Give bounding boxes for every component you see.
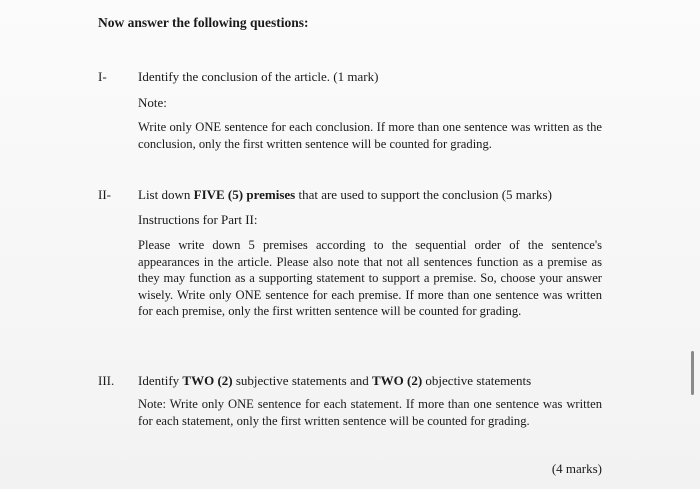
question-2-prompt (138, 187, 552, 203)
question-3-marks: (4 marks) (551, 461, 602, 476)
question-3-prompt-bold-2: TWO (2) (371, 373, 423, 388)
question-3-prompt-mid: subjective statements and (232, 373, 372, 388)
question-3-prompt-pre: Identify (138, 373, 183, 388)
question-2-instructions-label: Instructions for Part II: (138, 212, 258, 227)
question-2-number: II- (98, 187, 111, 202)
question-2-prompt-post: that are used to support the conclusion (5 marks) (295, 187, 552, 202)
scrollbar-thumb[interactable] (691, 351, 694, 395)
question-3-prompt-post: objective statements (422, 373, 532, 388)
question-3-note-text: Note: Write only ONE sentence for each statement. If more than one sentence was written for each statement, only the first written sentence will be counted for grading. (138, 397, 602, 428)
question-1-note-label: Note: (138, 95, 167, 110)
question-2-instructions-text: Please write down 5 premises according to the sequential order of the sentence's appearances in the article. Please also note that not all sentences function as a premise as they may function as a supporting statement to support a premise. So, choose your answer wisely. Write only ONE sentence for each premise. If more than one sentence was written for each premise, only the first written sentence will be counted for grading. (138, 238, 602, 319)
question-1-note-text: Write only ONE sentence for each conclusion. If more than one sentence was written as the conclusion, only the first written sentence will be counted for grading. (138, 120, 602, 151)
question-3-prompt (138, 373, 531, 389)
question-3-prompt-bold-1: TWO (2) (182, 373, 233, 388)
question-2-prompt-bold: FIVE (5) premises (193, 187, 296, 202)
question-3-number: III. (98, 373, 115, 388)
question-1-prompt: Identify the conclusion of the article. (1 mark) (138, 69, 379, 84)
question-1-number: I- (98, 69, 107, 84)
section-heading: Now answer the following questions: (98, 15, 309, 30)
question-2-prompt-pre: List down (138, 187, 194, 202)
